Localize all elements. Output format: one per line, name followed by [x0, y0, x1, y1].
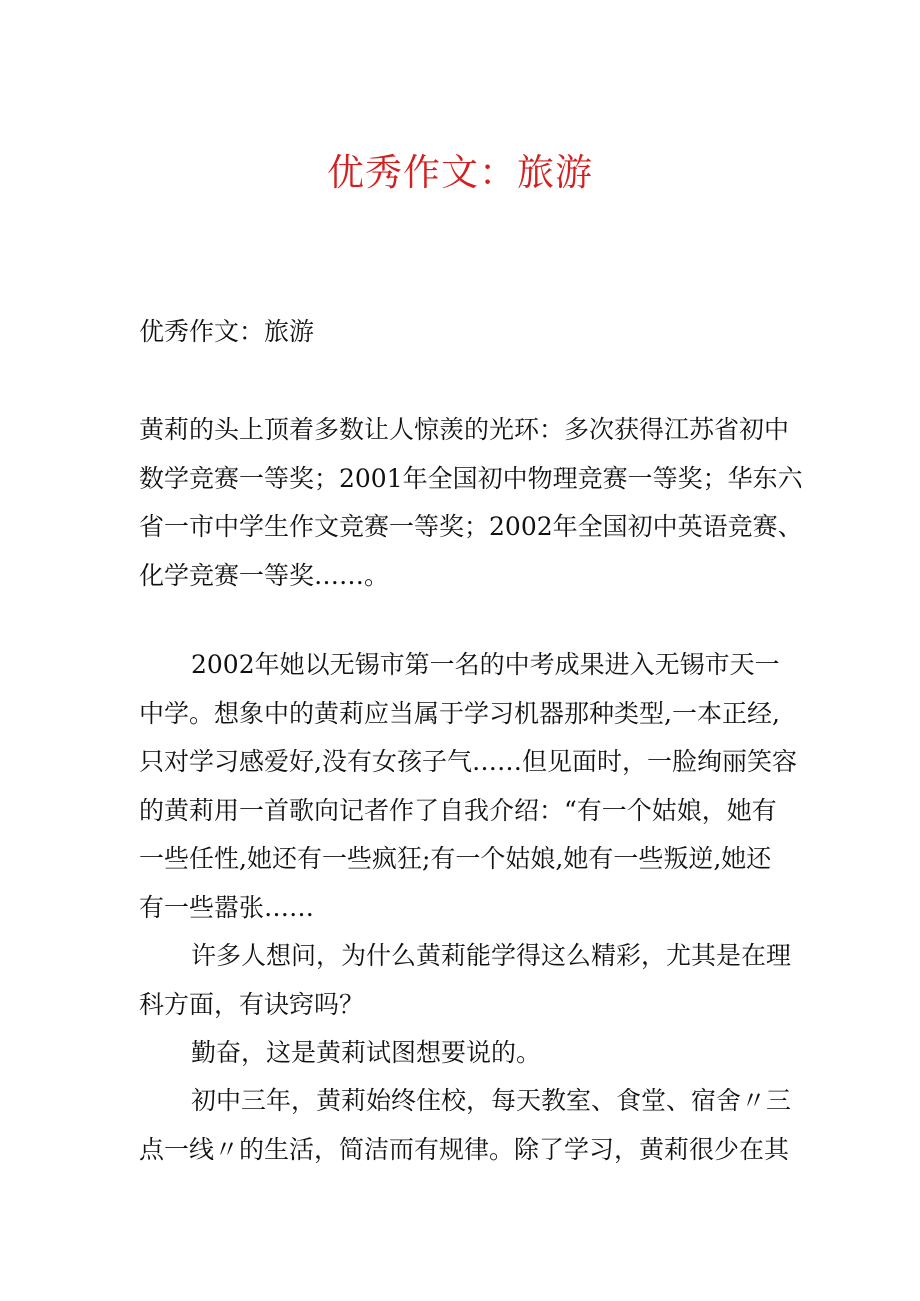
paragraph-line: 一些任性,她还有一些疯狂;有一个姑娘,她有一些叛逆,她还: [139, 844, 772, 873]
paragraph-line: 化学竞赛一等奖……。: [139, 560, 390, 590]
paragraph-line: 初中三年，黄莉始终住校，每天教室、食堂、宿舍〃三: [191, 1086, 792, 1115]
paragraph-line: 数学竞赛一等奖；2001年全国初中物理竞赛一等奖；华东六: [139, 463, 803, 493]
paragraph-2: [139, 641, 797, 932]
paragraph-3: [139, 932, 790, 1029]
paragraph-line: 的黄莉用一首歌向记者作了自我介绍：“有一个姑娘，她有: [139, 795, 777, 825]
paragraph-line: 点一线〃的生活，简洁而有规律。除了学习，黄莉很少在其: [139, 1134, 790, 1164]
paragraph-line: 黄莉的头上顶着多数让人惊羡的光环：多次获得江苏省初中: [139, 415, 790, 444]
paragraph-1: [139, 406, 803, 600]
paragraph-line: 中学。想象中的黄莉应当属于学习机器那种类型,一本正经,: [139, 698, 780, 728]
document-subtitle: 优秀作文：旅游: [139, 317, 315, 346]
paragraph-line: 科方面，有诀窍吗？: [139, 989, 365, 1019]
paragraph-line: 2002年她以无锡市第一名的中考成果进入无锡市天一: [191, 650, 780, 679]
paragraph-line: 许多人想问，为什么黄莉能学得这么精彩，尤其是在理: [191, 941, 792, 970]
document-title: 优秀作文：旅游: [327, 151, 593, 194]
paragraph-line: 只对学习感爱好,没有女孩子气……但见面时，一脸绚丽笑容: [139, 747, 797, 776]
paragraph-5: [139, 1077, 790, 1174]
paragraph-line: 有一些嚣张……: [139, 892, 315, 922]
paragraph-line: 省一市中学生作文竞赛一等奖；2002年全国初中英语竞赛、: [139, 512, 803, 541]
paragraph-4: [139, 1029, 790, 1078]
paragraph-line: 勤奋，这是黄莉试图想要说的。: [191, 1038, 542, 1067]
